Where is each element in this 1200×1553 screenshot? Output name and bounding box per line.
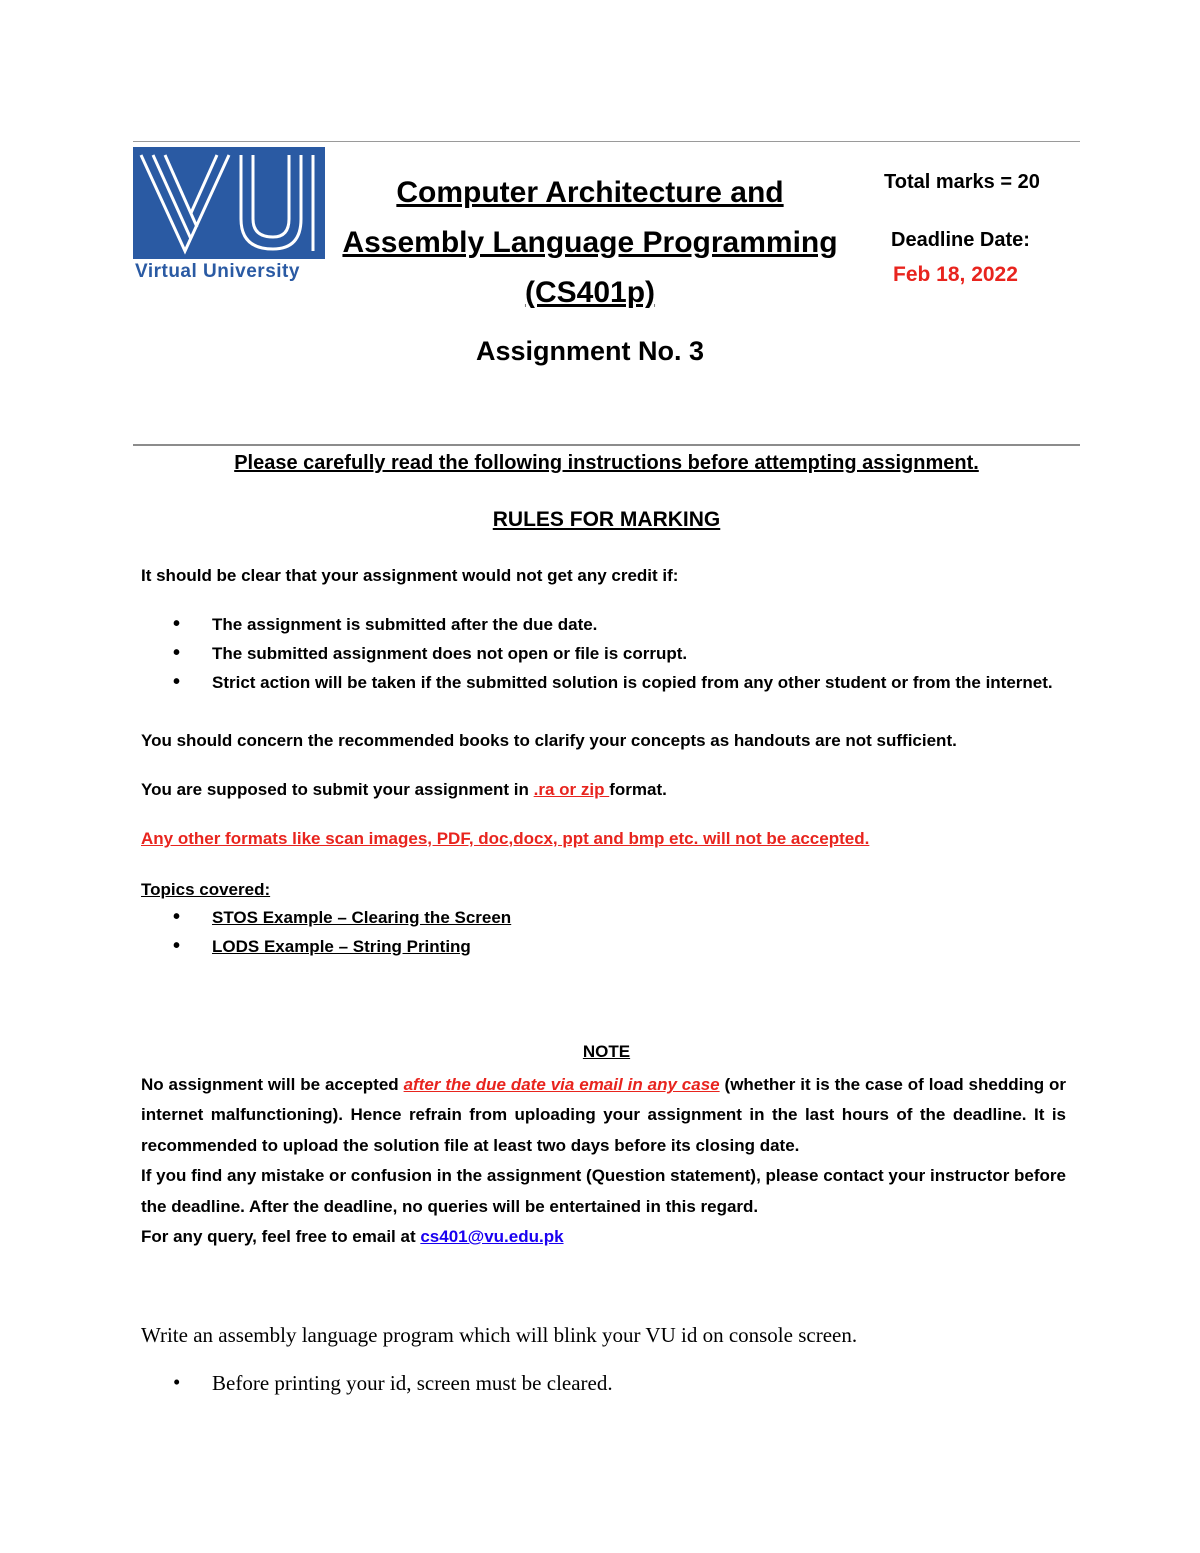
books-note: You should concern the recommended books to clarify your concepts as handouts are not sufficient. [141,731,957,750]
vu-logo-mark [133,147,325,259]
list-item: • Strict action will be taken if the submitted solution is copied from any other student or from the internet. [141,668,1071,697]
list-item [141,932,1071,961]
header-divider [133,444,1080,446]
question-text: Write an assembly language program which will blink your VU id on console screen. [141,1323,858,1347]
deadline-label: Deadline Date: [891,229,1030,251]
rules-list [141,610,1071,697]
email-link[interactable]: cs401@vu.edu.pk [420,1227,564,1247]
note-body [141,1070,1066,1252]
vu-logo [133,147,325,287]
list-item [141,903,1071,932]
format-line [141,775,1071,804]
note-p1-post: (whether it is the case of load shedding or internet malfunctioning). Hence refrain from uploading your assignment in the last hours of the deadline. It is recommended to upload the solution file at least two days before its closing date. [141,1075,1067,1155]
format-highlight: .ra or zip [533,780,610,799]
list-item: • The assignment is submitted after the due date. [141,610,1071,639]
question-bullet [141,1371,613,1396]
note-p1-pre: No assignment will be accepted [141,1075,404,1094]
topics-label: Topics covered: [141,880,271,899]
instructions-heading: Please carefully read the following instructions before attempting assignment. [234,452,979,474]
course-title-line: (CS401p) [524,276,656,309]
topic-text: STOS Example – Clearing the Screen [212,908,512,927]
rules-heading: RULES FOR MARKING [492,508,721,531]
note-p3-pre: For any query, feel free to email at [141,1227,421,1247]
course-title-line: Computer Architecture and [396,176,784,209]
topic-text: LODS Example – String Printing [212,937,471,956]
note-paragraph [141,1070,1066,1161]
question-bullet-text: Before printing your id, screen must be cleared. [212,1371,613,1395]
logo-text: Virtual University [135,261,300,282]
assignment-number: Assignment No. 3 [475,336,705,366]
list-item: • The submitted assignment does not open or file is corrupt. [141,639,1071,668]
note-paragraph [141,1222,1066,1252]
vu-monogram-icon [133,147,325,259]
note-p1-highlight: after the due date via email in any case [403,1075,720,1094]
format-pre: You are supposed to submit your assignment in [141,780,534,799]
course-title-line: Assembly Language Programming [342,226,838,259]
total-marks: Total marks = 20 [884,171,1040,193]
course-title [330,168,850,318]
rules-intro: It should be clear that your assignment would not get any credit if: [141,566,679,585]
deadline-date: Feb 18, 2022 [893,263,1018,286]
note-paragraph: If you find any mistake or confusion in the assignment (Question statement), please contact your instructor before the deadline. After the deadline, no queries will be entertained in this regard. [141,1166,1066,1216]
other-formats-warning: Any other formats like scan images, PDF, doc,docx, ppt and bmp etc. will not be accepted. [141,829,870,848]
top-rule [133,141,1080,142]
note-heading: NOTE [582,1042,631,1061]
topics-list [141,903,1071,961]
format-post: format. [609,780,667,799]
bullet-icon: • [173,1370,181,1394]
